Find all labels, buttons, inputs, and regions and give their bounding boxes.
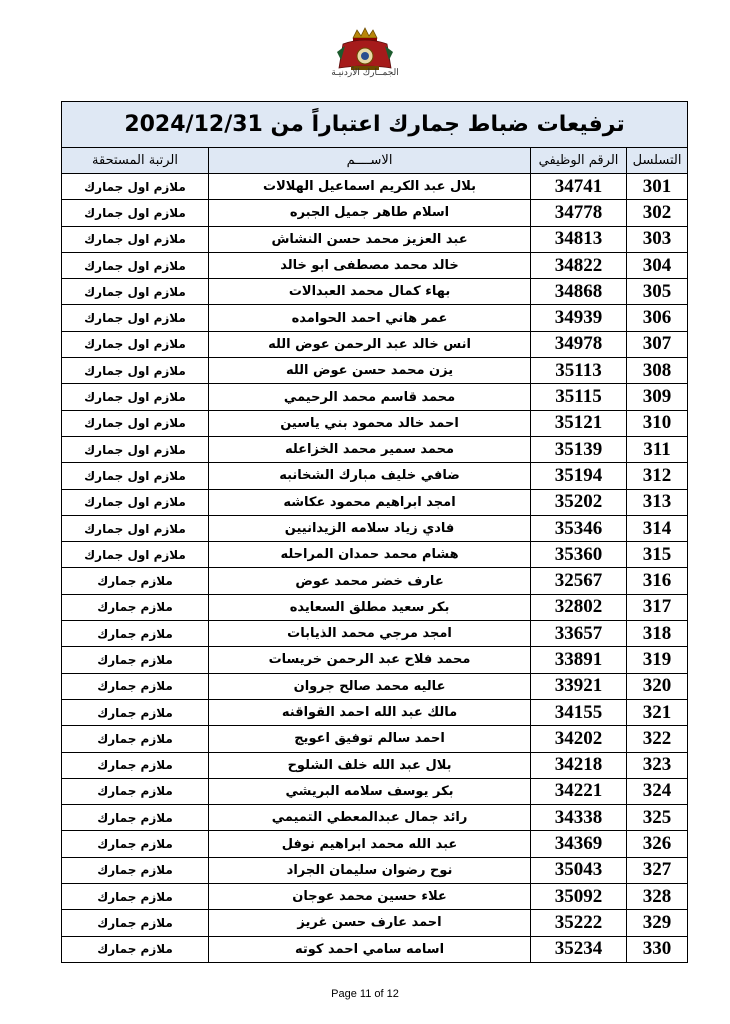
name-cell: احمد عارف حسن غريز <box>209 910 531 936</box>
rank-cell: ملازم جمارك <box>62 778 209 804</box>
seq-cell: 329 <box>627 910 688 936</box>
table-row <box>62 542 688 568</box>
table-row <box>62 726 688 752</box>
seq-cell: 314 <box>627 515 688 541</box>
employee-number-cell: 35202 <box>531 489 627 515</box>
seq-cell: 328 <box>627 884 688 910</box>
employee-number-cell: 35194 <box>531 463 627 489</box>
name-cell: بكر يوسف سلامه البريشي <box>209 778 531 804</box>
seq-cell: 321 <box>627 699 688 725</box>
rank-cell: ملازم اول جمارك <box>62 305 209 331</box>
name-cell: عارف خضر محمد عوض <box>209 568 531 594</box>
table-row <box>62 384 688 410</box>
table-row <box>62 331 688 357</box>
seq-cell: 330 <box>627 936 688 962</box>
table-row <box>62 699 688 725</box>
employee-number-cell: 35043 <box>531 857 627 883</box>
table-row <box>62 831 688 857</box>
seq-cell: 317 <box>627 594 688 620</box>
rank-cell: ملازم جمارك <box>62 884 209 910</box>
column-header-name: الاســــم <box>209 148 531 174</box>
rank-cell: ملازم جمارك <box>62 594 209 620</box>
seq-cell: 309 <box>627 384 688 410</box>
rank-cell: ملازم جمارك <box>62 936 209 962</box>
name-cell: هشام محمد حمدان المراحله <box>209 542 531 568</box>
seq-cell: 306 <box>627 305 688 331</box>
table-row <box>62 279 688 305</box>
column-header-seq: التسلسل <box>627 148 688 174</box>
rank-cell: ملازم اول جمارك <box>62 410 209 436</box>
table-row <box>62 410 688 436</box>
seq-cell: 315 <box>627 542 688 568</box>
employee-number-cell: 35092 <box>531 884 627 910</box>
name-cell: بهاء كمال محمد العبدالات <box>209 279 531 305</box>
name-cell: امجد مرجي محمد الذيابات <box>209 621 531 647</box>
employee-number-cell: 34822 <box>531 252 627 278</box>
table-title-row <box>62 102 688 148</box>
seq-cell: 320 <box>627 673 688 699</box>
table-row <box>62 436 688 462</box>
seq-cell: 319 <box>627 647 688 673</box>
seq-cell: 303 <box>627 226 688 252</box>
employee-number-cell: 33657 <box>531 621 627 647</box>
name-cell: علاء حسين محمد عوجان <box>209 884 531 910</box>
name-cell: بلال عبد الكريم اسماعيل الهلالات <box>209 174 531 200</box>
name-cell: عاليه محمد صالح جروان <box>209 673 531 699</box>
rank-cell: ملازم جمارك <box>62 910 209 936</box>
table-row <box>62 910 688 936</box>
table-row <box>62 884 688 910</box>
employee-number-cell: 34202 <box>531 726 627 752</box>
employee-number-cell: 33921 <box>531 673 627 699</box>
name-cell: احمد خالد محمود بني ياسين <box>209 410 531 436</box>
name-cell: نوح رضوان سليمان الجراد <box>209 857 531 883</box>
name-cell: عمر هاني احمد الحوامده <box>209 305 531 331</box>
employee-number-cell: 34939 <box>531 305 627 331</box>
column-header-employee-number: الرقم الوظيفي <box>531 148 627 174</box>
employee-number-cell: 33891 <box>531 647 627 673</box>
table-row <box>62 358 688 384</box>
seq-cell: 326 <box>627 831 688 857</box>
rank-cell: ملازم اول جمارك <box>62 542 209 568</box>
table-row <box>62 226 688 252</box>
seq-cell: 311 <box>627 436 688 462</box>
employee-number-cell: 34221 <box>531 778 627 804</box>
rank-cell: ملازم اول جمارك <box>62 436 209 462</box>
seq-cell: 313 <box>627 489 688 515</box>
name-cell: محمد فلاح عبد الرحمن خريسات <box>209 647 531 673</box>
employee-number-cell: 35139 <box>531 436 627 462</box>
employee-number-cell: 32567 <box>531 568 627 594</box>
rank-cell: ملازم جمارك <box>62 673 209 699</box>
employee-number-cell: 34778 <box>531 200 627 226</box>
rank-cell: ملازم اول جمارك <box>62 200 209 226</box>
name-cell: اسلام طاهر جميل الجبره <box>209 200 531 226</box>
name-cell: رائد جمال عبدالمعطي التميمي <box>209 805 531 831</box>
employee-number-cell: 35115 <box>531 384 627 410</box>
seq-cell: 318 <box>627 621 688 647</box>
table-row <box>62 647 688 673</box>
employee-number-cell: 34978 <box>531 331 627 357</box>
promotions-table <box>61 101 688 963</box>
table-row <box>62 752 688 778</box>
table-row <box>62 305 688 331</box>
table-row <box>62 936 688 962</box>
employee-number-cell: 34369 <box>531 831 627 857</box>
table-row <box>62 594 688 620</box>
name-cell: يزن محمد حسن عوض الله <box>209 358 531 384</box>
rank-cell: ملازم اول جمارك <box>62 463 209 489</box>
employee-number-cell: 34338 <box>531 805 627 831</box>
name-cell: امجد ابراهيم محمود عكاشه <box>209 489 531 515</box>
name-cell: احمد سالم توفيق اعويج <box>209 726 531 752</box>
rank-cell: ملازم اول جمارك <box>62 226 209 252</box>
employee-number-cell: 34218 <box>531 752 627 778</box>
employee-number-cell: 32802 <box>531 594 627 620</box>
name-cell: عبد الله محمد ابراهيم نوفل <box>209 831 531 857</box>
table-row <box>62 489 688 515</box>
employee-number-cell: 35360 <box>531 542 627 568</box>
employee-number-cell: 35234 <box>531 936 627 962</box>
page-number: Page 11 of 12 <box>331 988 399 1000</box>
name-cell: خالد محمد مصطفى ابو خالد <box>209 252 531 278</box>
employee-number-cell: 34868 <box>531 279 627 305</box>
seq-cell: 316 <box>627 568 688 594</box>
name-cell: بكر سعيد مطلق السعايده <box>209 594 531 620</box>
employee-number-cell: 34813 <box>531 226 627 252</box>
employee-number-cell: 35121 <box>531 410 627 436</box>
emblem-caption: الجمــارك الأردنيـة <box>331 68 399 78</box>
seq-cell: 302 <box>627 200 688 226</box>
rank-cell: ملازم اول جمارك <box>62 331 209 357</box>
table-row <box>62 621 688 647</box>
employee-number-cell: 35113 <box>531 358 627 384</box>
seq-cell: 327 <box>627 857 688 883</box>
table-title: ترفيعات ضباط جمارك اعتباراً من 2024/12/31 <box>62 102 688 148</box>
seq-cell: 308 <box>627 358 688 384</box>
seq-cell: 310 <box>627 410 688 436</box>
seq-cell: 301 <box>627 174 688 200</box>
table-row <box>62 805 688 831</box>
column-header-rank: الرتبة المستحقة <box>62 148 209 174</box>
employee-number-cell: 35346 <box>531 515 627 541</box>
rank-cell: ملازم اول جمارك <box>62 252 209 278</box>
rank-cell: ملازم اول جمارك <box>62 515 209 541</box>
seq-cell: 323 <box>627 752 688 778</box>
seq-cell: 307 <box>627 331 688 357</box>
rank-cell: ملازم اول جمارك <box>62 358 209 384</box>
table-row <box>62 200 688 226</box>
name-cell: محمد قاسم محمد الرحيمي <box>209 384 531 410</box>
rank-cell: ملازم جمارك <box>62 647 209 673</box>
rank-cell: ملازم اول جمارك <box>62 489 209 515</box>
table-row <box>62 252 688 278</box>
rank-cell: ملازم جمارك <box>62 699 209 725</box>
name-cell: انس خالد عبد الرحمن عوض الله <box>209 331 531 357</box>
rank-cell: ملازم اول جمارك <box>62 384 209 410</box>
seq-cell: 322 <box>627 726 688 752</box>
table-row <box>62 515 688 541</box>
table-row <box>62 568 688 594</box>
rank-cell: ملازم اول جمارك <box>62 279 209 305</box>
table-row <box>62 673 688 699</box>
seq-cell: 325 <box>627 805 688 831</box>
name-cell: فادي زياد سلامه الزيدانيين <box>209 515 531 541</box>
rank-cell: ملازم جمارك <box>62 752 209 778</box>
table-row <box>62 174 688 200</box>
rank-cell: ملازم جمارك <box>62 726 209 752</box>
rank-cell: ملازم جمارك <box>62 805 209 831</box>
name-cell: مالك عبد الله احمد القواقنه <box>209 699 531 725</box>
table-row <box>62 463 688 489</box>
seq-cell: 312 <box>627 463 688 489</box>
name-cell: اسامه سامي احمد كوته <box>209 936 531 962</box>
seq-cell: 305 <box>627 279 688 305</box>
name-cell: محمد سمير محمد الخزاعله <box>209 436 531 462</box>
table-row <box>62 857 688 883</box>
employee-number-cell: 35222 <box>531 910 627 936</box>
table-header-row <box>62 148 688 174</box>
rank-cell: ملازم جمارك <box>62 857 209 883</box>
employee-number-cell: 34741 <box>531 174 627 200</box>
rank-cell: ملازم جمارك <box>62 621 209 647</box>
rank-cell: ملازم جمارك <box>62 568 209 594</box>
rank-cell: ملازم جمارك <box>62 831 209 857</box>
employee-number-cell: 34155 <box>531 699 627 725</box>
seq-cell: 304 <box>627 252 688 278</box>
seq-cell: 324 <box>627 778 688 804</box>
name-cell: ضافي خليف مبارك الشخانبه <box>209 463 531 489</box>
name-cell: بلال عبد الله خلف الشلوح <box>209 752 531 778</box>
rank-cell: ملازم اول جمارك <box>62 174 209 200</box>
table-row <box>62 778 688 804</box>
name-cell: عبد العزيز محمد حسن النشاش <box>209 226 531 252</box>
